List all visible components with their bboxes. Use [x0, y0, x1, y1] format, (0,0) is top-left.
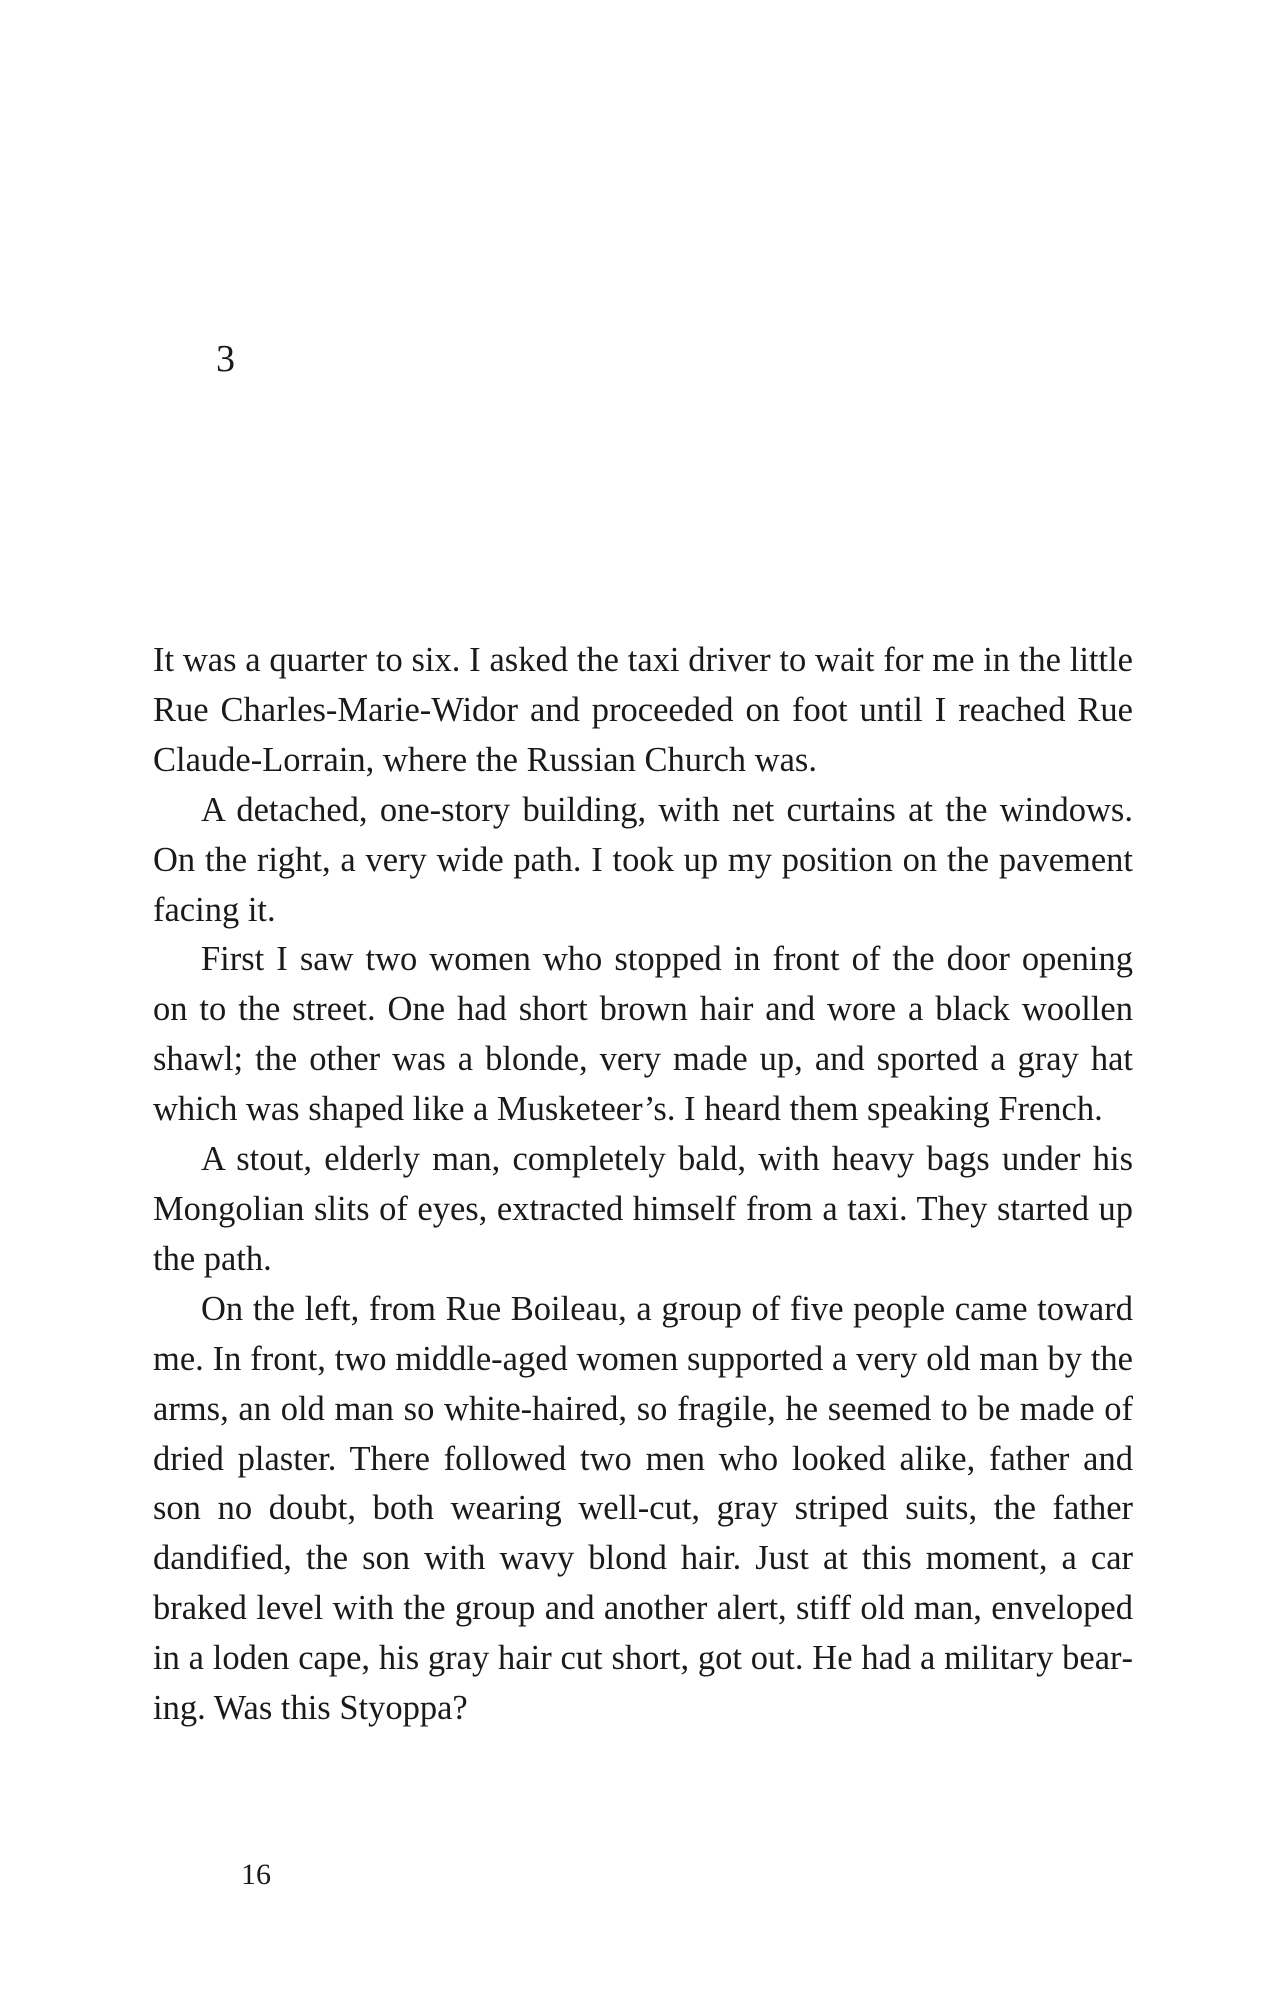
body-text [153, 636, 1133, 1734]
paragraph: A stout, elderly man, completely bald, with heavy bags under his Mongolian slits of eyes, extracted himself from a taxi. They started up the path. [153, 1140, 1133, 1278]
chapter-number: 3 [216, 338, 235, 380]
paragraph: First I saw two women who stopped in front of the door opening on to the street. One had short brown hair and wore a black woollen shawl; the other was a blonde, very made up, and sported a gray hat which was shaped like a Musketeer’s. I heard them speaking French. [153, 940, 1133, 1129]
paragraph: A detached, one-story building, with net curtains at the windows. On the right, a very wide path. I took up my position on the pavement facing it. [153, 790, 1133, 929]
page-number: 16 [241, 1858, 271, 1891]
paragraph: On the left, from Rue Boileau, a group of five people came toward me. In front, two middle-aged women supported a very old man by the arms, an old man so white-haired, so fragile, he seemed to be made of dried plaster. There followed two men who looked alike, father and son no doubt, both wearing well-cut, gray striped suits, the father dandified, the son with wavy blond hair. Just at this moment, a car braked level with the group and another alert, stiff old man, enveloped in a loden cape, his gray hair cut short, got out. He had a military bearing. Was this Styoppa? [153, 1289, 1133, 1728]
paragraph: It was a quarter to six. I asked the taxi driver to wait for me in the little Rue Charles-Marie-Widor and proceeded on foot until I reached Rue Claude-Lorrain, where the Russian Church was. [153, 641, 1133, 779]
